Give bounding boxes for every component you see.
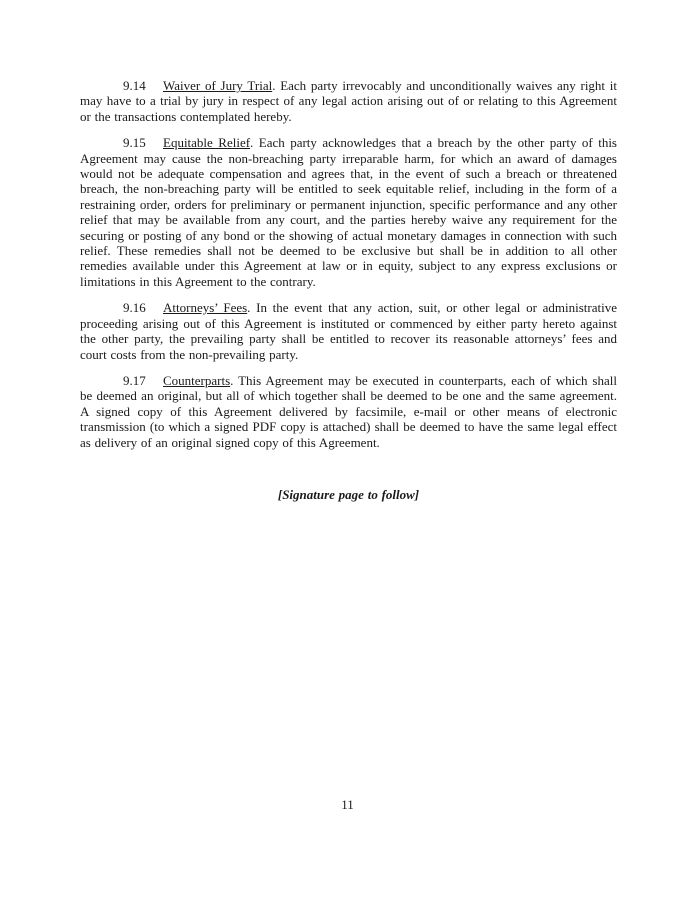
section-9-14 [80,78,617,124]
section-number: 9.14 [123,78,146,93]
page-number: 11 [341,797,354,812]
section-9-16 [80,300,617,362]
document-body [80,78,617,513]
section-9-15 [80,135,617,289]
section-9-17 [80,373,617,450]
section-text: . This Agreement may be executed in counterparts, each of which shall be deemed an original, but all of which together shall be deemed to be one and the same agreement. A signed copy of this Agreement delivered by facsimile, e-mail or other means of electronic transmission (to which a signed PDF copy is attached) shall be deemed to have the same legal effect as delivery of an original signed copy of this Agreement. [80,372,617,450]
section-text: . Each party irrevocably and unconditionally waives any right it may have to a trial by jury in respect of any legal action arising out of or relating to this Agreement or the transactions contemplated hereby. [80,78,618,124]
section-text: . In the event that any action, suit, or other legal or administrative proceeding arising out of this Agreement is instituted or commenced by either party hereto against the other party, the prevailing party shall be entitled to recover its reasonable attorneys’ fees and court costs from the non-prevailing party. [80,300,617,362]
section-heading: Equitable Relief [163,135,251,151]
section-heading: Attorneys’ Fees [163,300,248,316]
section-heading: Counterparts [163,372,231,388]
section-text: . Each party acknowledges that a breach by the other party of this Agreement may cause the non-breaching party irreparable harm, for which an award of damages would not be adequate compensation and agrees that, in the event of such a breach or threatened breach, the non-breaching party will be entitled to seek equitable relief, including in the form of a restraining order, orders for preliminary or permanent injunction, specific performance and any other relief that may be available from any court, and the parties hereby waive any requirement for the securing or posting of any bond or the showing of actual monetary damages in connection with such relief. These remedies shall not be deemed to be exclusive but shall be in addition to all other remedies available under this Agreement at law or in equity, subject to any express exclusions or limitations in this Agreement to the contrary. [80,135,617,289]
signature-page-notice: [Signature page to follow] [277,486,420,502]
section-number: 9.15 [123,135,146,151]
section-number: 9.17 [123,372,146,388]
section-heading: Waiver of Jury Trial [163,78,273,93]
section-number: 9.16 [123,300,146,316]
